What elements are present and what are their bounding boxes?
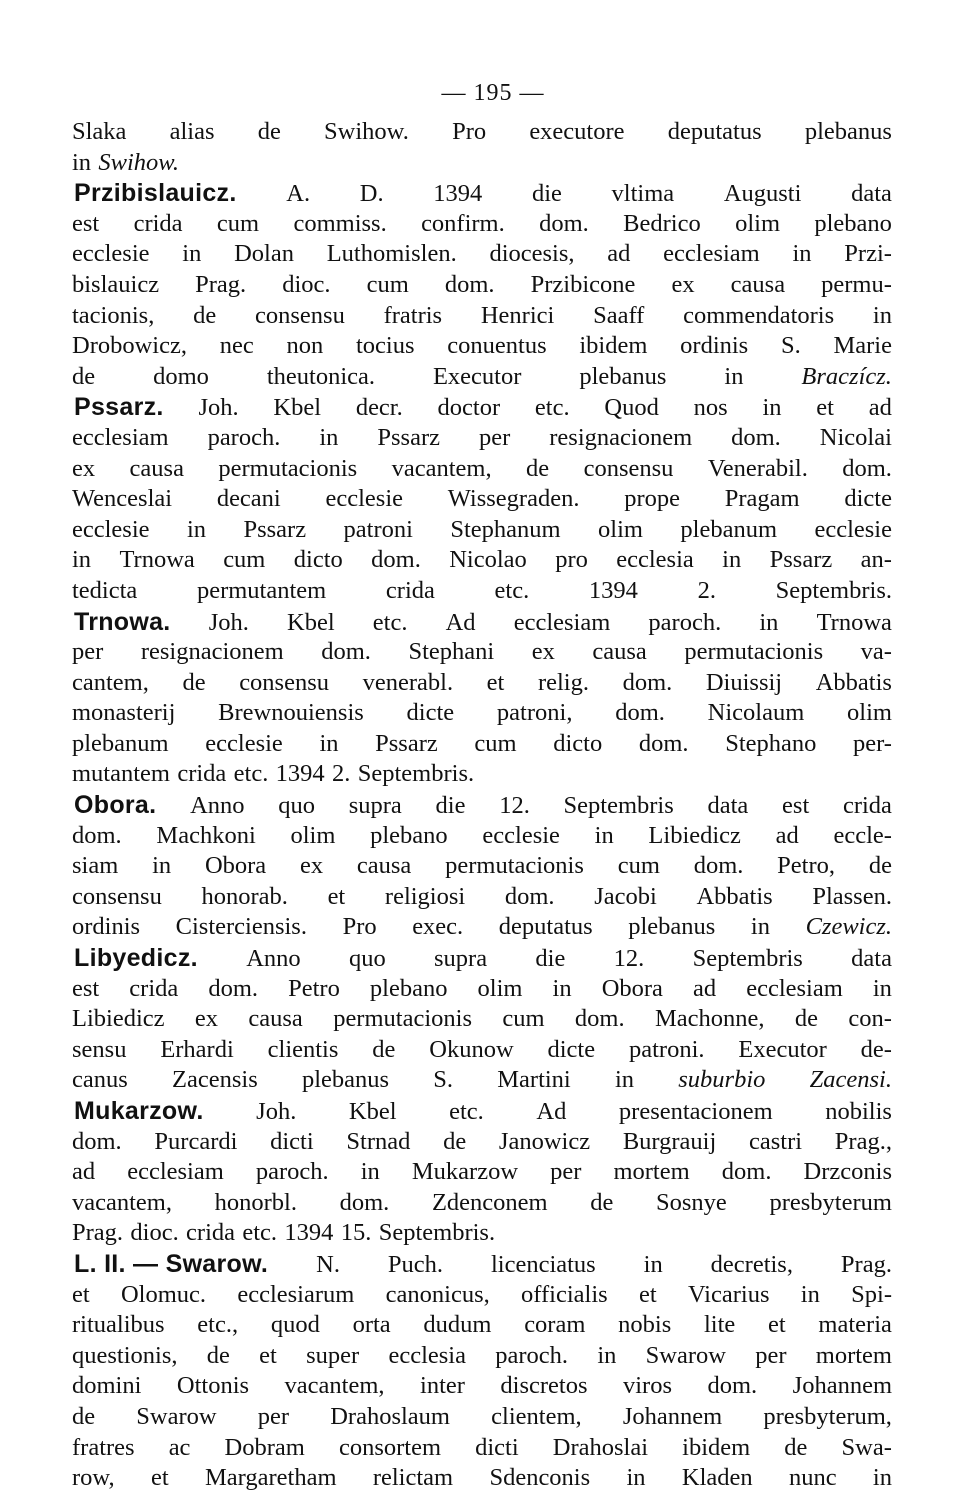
- text-line: questionis, de et super ecclesia paroch. in Swarow per mortem: [72, 1341, 892, 1369]
- entry-heading: Pssarz.: [74, 393, 164, 422]
- text-line: et Olomuc. ecclesiarum canonicus, officialis et Vicarius in Spi-: [72, 1280, 892, 1308]
- text-line: ecclesie in Dolan Luthomislen. diocesis, ad ecclesiam in Przi-: [72, 240, 892, 268]
- text-line: ecclesie in Pssarz patroni Stephanum olim plebanum ecclesie: [72, 515, 892, 543]
- entry-heading: Libyedicz.: [74, 944, 198, 973]
- entry-heading: Przibislauicz.: [74, 179, 237, 208]
- text-line: fratres ac Dobram consortem dicti Drahoslai ibidem de Swa-: [72, 1433, 892, 1461]
- text-line: Mukarzow. Joh. Kbel etc. Ad presentacionem nobilis: [74, 1097, 892, 1125]
- text-line: tacionis, de consensu fratris Henrici Saaff commendatoris in: [72, 301, 892, 329]
- entry-heading: L. II. — Swarow.: [74, 1249, 269, 1278]
- text-line: plebanum ecclesie in Pssarz cum dicto dom. Stephano per-: [72, 729, 892, 757]
- text-line: est crida dom. Petro plebano olim in Obora ad ecclesiam in: [72, 974, 892, 1002]
- entry-heading: Trnowa.: [74, 607, 171, 636]
- text-line: canus Zacensis plebanus S. Martini in suburbio Zacensi.: [72, 1066, 892, 1094]
- text-line: de domo theutonica. Executor plebanus in Braczícz.: [72, 362, 892, 390]
- text-line: per resignacionem dom. Stephani ex causa permutacionis va-: [72, 638, 892, 666]
- text-line: ex causa permutacionis vacantem, de consensu Venerabil. dom.: [72, 454, 892, 482]
- text-line: domini Ottonis vacantem, inter discretos viros dom. Johannem: [72, 1372, 892, 1400]
- text-line: Wenceslai decani ecclesie Wissegraden. prope Pragam dicte: [72, 485, 892, 513]
- text-line: est crida cum commiss. confirm. dom. Bedrico olim plebano: [72, 209, 892, 237]
- text-line: Libyedicz. Anno quo supra die 12. Septembris data: [74, 944, 892, 973]
- page-number: — 195 —: [441, 80, 545, 106]
- text-line: de Swarow per Drahoslaum clientem, Johannem presbyterum,: [72, 1402, 892, 1430]
- page: [72, 78, 892, 1495]
- text-line: Libiedicz ex causa permutacionis cum dom. Machonne, de con-: [72, 1005, 892, 1033]
- text-line: Slaka alias de Swihow. Pro executore deputatus plebanus: [72, 118, 892, 145]
- text-line: ritualibus etc., quod orta dudum coram nobis lite et materia: [72, 1311, 892, 1339]
- text-line: mutantem crida etc. 1394 2. Septembris.: [72, 760, 475, 788]
- text-line: dom. Machkoni olim plebano ecclesie in Libiedicz ad eccle-: [72, 821, 892, 849]
- text-line: ecclesiam paroch. in Pssarz per resignacionem dom. Nicolai: [72, 423, 892, 451]
- text-line: Drobowicz, nec non tocius conuentus ibidem ordinis S. Marie: [72, 332, 892, 360]
- text-line: bislauicz Prag. dioc. cum dom. Przibicone ex causa permu-: [72, 270, 892, 298]
- text-line: row, et Margaretham relictam Sdenconis in Kladen nunc in: [72, 1464, 892, 1492]
- text-line: Przibislauicz. A. D. 1394 die vltima Augusti data: [74, 179, 892, 208]
- text-line: Obora. Anno quo supra die 12. Septembris data est crida: [74, 791, 892, 820]
- text-line: L. II. — Swarow. N. Puch. licenciatus in decretis, Prag.: [74, 1249, 892, 1278]
- text-line: in Trnowa cum dicto dom. Nicolao pro ecclesia in Pssarz an-: [72, 546, 892, 574]
- text-line: Trnowa. Joh. Kbel etc. Ad ecclesiam paroch. in Trnowa: [74, 607, 892, 636]
- entry-heading: Mukarzow.: [74, 1097, 204, 1125]
- text-line: ordinis Cisterciensis. Pro exec. deputatus plebanus in Czewicz.: [72, 913, 892, 941]
- text-line: Pssarz. Joh. Kbel decr. doctor etc. Quod nos in et ad: [74, 393, 892, 422]
- text-line: monasterij Brewnouiensis dicte patroni, dom. Nicolaum olim: [72, 699, 892, 727]
- text-line: sensu Erhardi clientis de Okunow dicte patroni. Executor de-: [72, 1035, 892, 1063]
- text-line: dom. Purcardi dicti Strnad de Janowicz Burgrauij castri Prag.,: [72, 1127, 892, 1155]
- text-line: cantem, de consensu venerabl. et relig. dom. Diuissij Abbatis: [72, 668, 892, 696]
- text-line: vacantem, honorbl. dom. Zdenconem de Sosnye presbyterum: [72, 1188, 892, 1216]
- text-line: siam in Obora ex causa permutacionis cum dom. Petro, de: [72, 852, 892, 880]
- text-line: ad ecclesiam paroch. in Mukarzow per mortem dom. Drzconis: [72, 1158, 892, 1186]
- page-body: [72, 118, 892, 1495]
- text-line: consensu honorab. et religiosi dom. Jacobi Abbatis Plassen.: [72, 882, 892, 910]
- text-line: tedicta permutantem crida etc. 1394 2. Septembris.: [72, 576, 892, 604]
- entry-heading: Obora.: [74, 791, 157, 820]
- text-line: in Swihow.: [72, 148, 179, 176]
- text-line: Prag. dioc. crida etc. 1394 15. Septembris.: [72, 1219, 496, 1247]
